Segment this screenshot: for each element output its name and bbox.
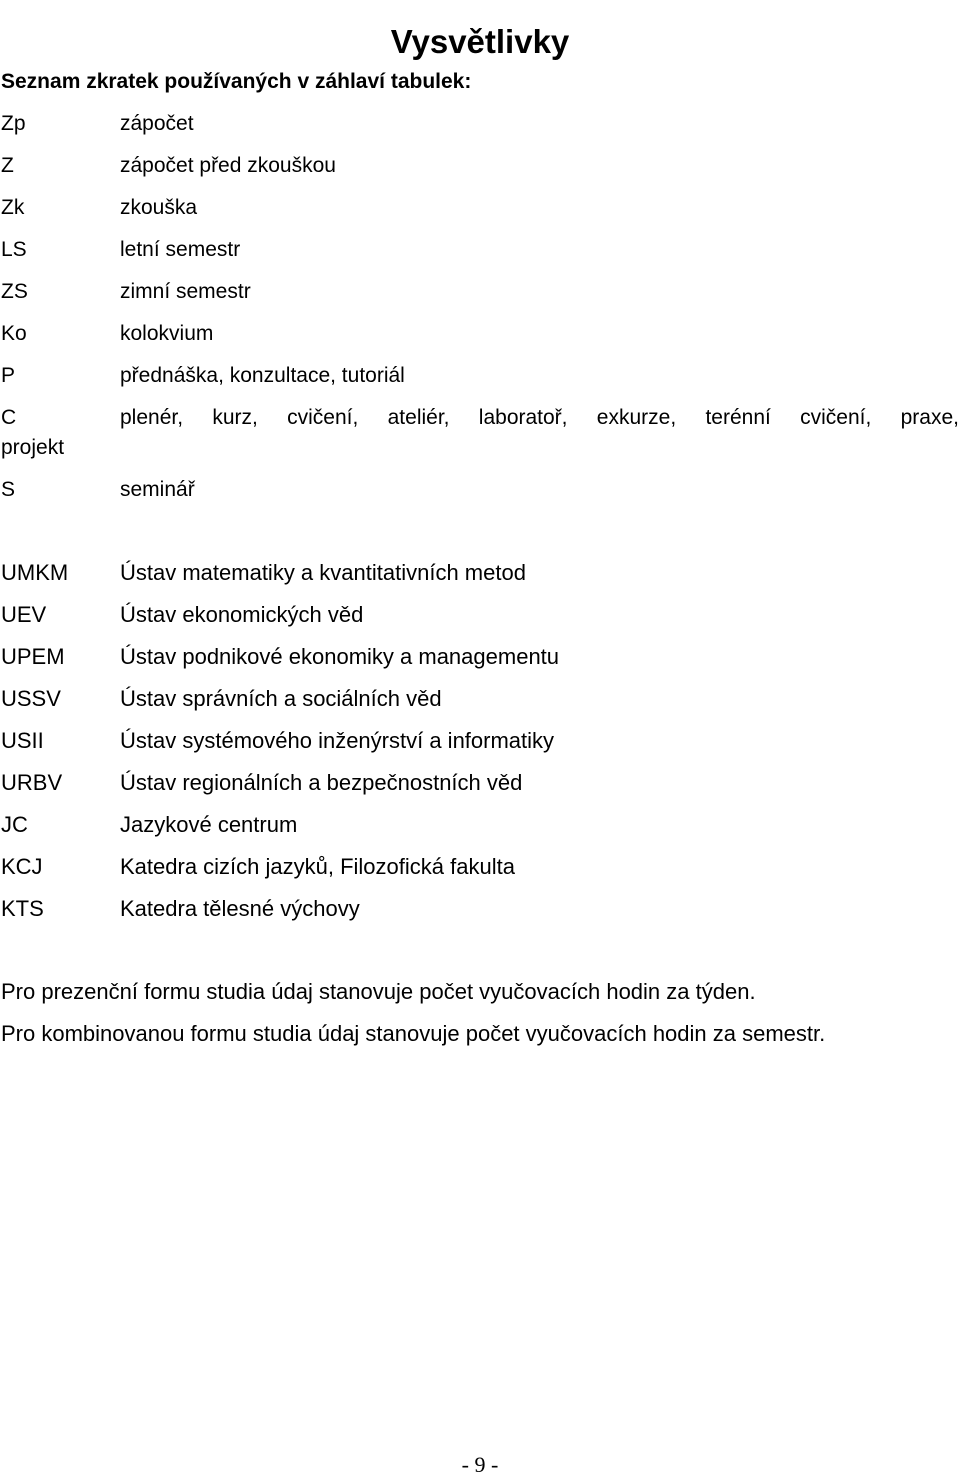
abbreviation-meaning: přednáška, konzultace, tutoriál: [120, 364, 405, 387]
section-heading: Seznam zkratek používaných v záhlaví tabulek:: [1, 70, 472, 93]
department-code: UPEM: [1, 644, 65, 669]
list-item: [1, 559, 959, 601]
abbreviation: Z: [1, 154, 14, 177]
department-code: USSV: [1, 686, 61, 711]
department-name: Ústav podnikové ekonomiky a managementu: [120, 644, 560, 669]
department-name: Ústav správních a sociálních věd: [120, 686, 442, 711]
abbreviation-meaning-continued: projekt: [1, 436, 65, 459]
abbreviation-meaning: zápočet: [120, 112, 194, 135]
department-name: Ústav ekonomických věd: [120, 602, 364, 627]
list-item: [1, 727, 959, 769]
list-item: [1, 278, 959, 320]
abbreviation: LS: [1, 238, 27, 261]
page-title: Vysvětlivky: [390, 23, 570, 61]
notes: [1, 978, 825, 1062]
department-abbreviation-list: [1, 559, 959, 937]
department-name: Katedra cizích jazyků, Filozofická fakulta: [120, 854, 515, 879]
abbreviation-meaning: plenér, kurz, cvičení, ateliér, laboratoř, exkurze, terénní cvičení, praxe,: [120, 406, 959, 429]
department-code: UEV: [1, 602, 47, 627]
department-code: USII: [1, 728, 44, 753]
list-item: [1, 194, 959, 236]
list-item: [1, 601, 959, 643]
abbreviation-meaning: seminář: [120, 478, 195, 501]
list-item: [1, 404, 959, 476]
list-item: [1, 236, 959, 278]
department-name: Katedra tělesné výchovy: [120, 896, 360, 921]
table-abbreviation-list: [1, 110, 959, 518]
department-code: KTS: [1, 896, 44, 921]
department-code: UMKM: [1, 560, 69, 585]
department-code: JC: [1, 812, 28, 837]
list-item: [1, 769, 959, 811]
department-code: KCJ: [1, 854, 43, 879]
department-name: Jazykové centrum: [120, 812, 298, 837]
page-number: - 9 -: [461, 1452, 499, 1477]
list-item: [1, 152, 959, 194]
abbreviation: S: [1, 478, 16, 501]
list-item: [1, 895, 959, 937]
department-name: Ústav systémového inženýrství a informatiky: [120, 728, 555, 753]
abbreviation: ZS: [1, 280, 28, 303]
list-item: [1, 643, 959, 685]
abbreviation-meaning: zkouška: [120, 196, 198, 219]
department-code: URBV: [1, 770, 63, 795]
list-item: [1, 476, 959, 518]
list-item: [1, 320, 959, 362]
note-fulltime: Pro prezenční formu studia údaj stanovuje počet vyučovacích hodin za týden.: [1, 979, 756, 1004]
abbreviation: C: [1, 406, 17, 429]
list-item: [1, 811, 959, 853]
list-item: [1, 685, 959, 727]
abbreviation-meaning: zimní semestr: [120, 280, 251, 303]
list-item: [1, 853, 959, 895]
note-combined: Pro kombinovanou formu studia údaj stanovuje počet vyučovacích hodin za semestr.: [1, 1021, 826, 1046]
abbreviation: Zp: [1, 112, 26, 135]
abbreviation-meaning: zápočet před zkouškou: [120, 154, 336, 177]
list-item: [1, 362, 959, 404]
abbreviation: Ko: [1, 322, 27, 345]
department-name: Ústav matematiky a kvantitativních metod: [120, 560, 526, 585]
abbreviation: P: [1, 364, 16, 387]
abbreviation-meaning: kolokvium: [120, 322, 214, 345]
list-item: [1, 110, 959, 152]
department-name: Ústav regionálních a bezpečnostních věd: [120, 770, 523, 795]
abbreviation-meaning: letní semestr: [120, 238, 241, 261]
abbreviation: Zk: [1, 196, 25, 219]
